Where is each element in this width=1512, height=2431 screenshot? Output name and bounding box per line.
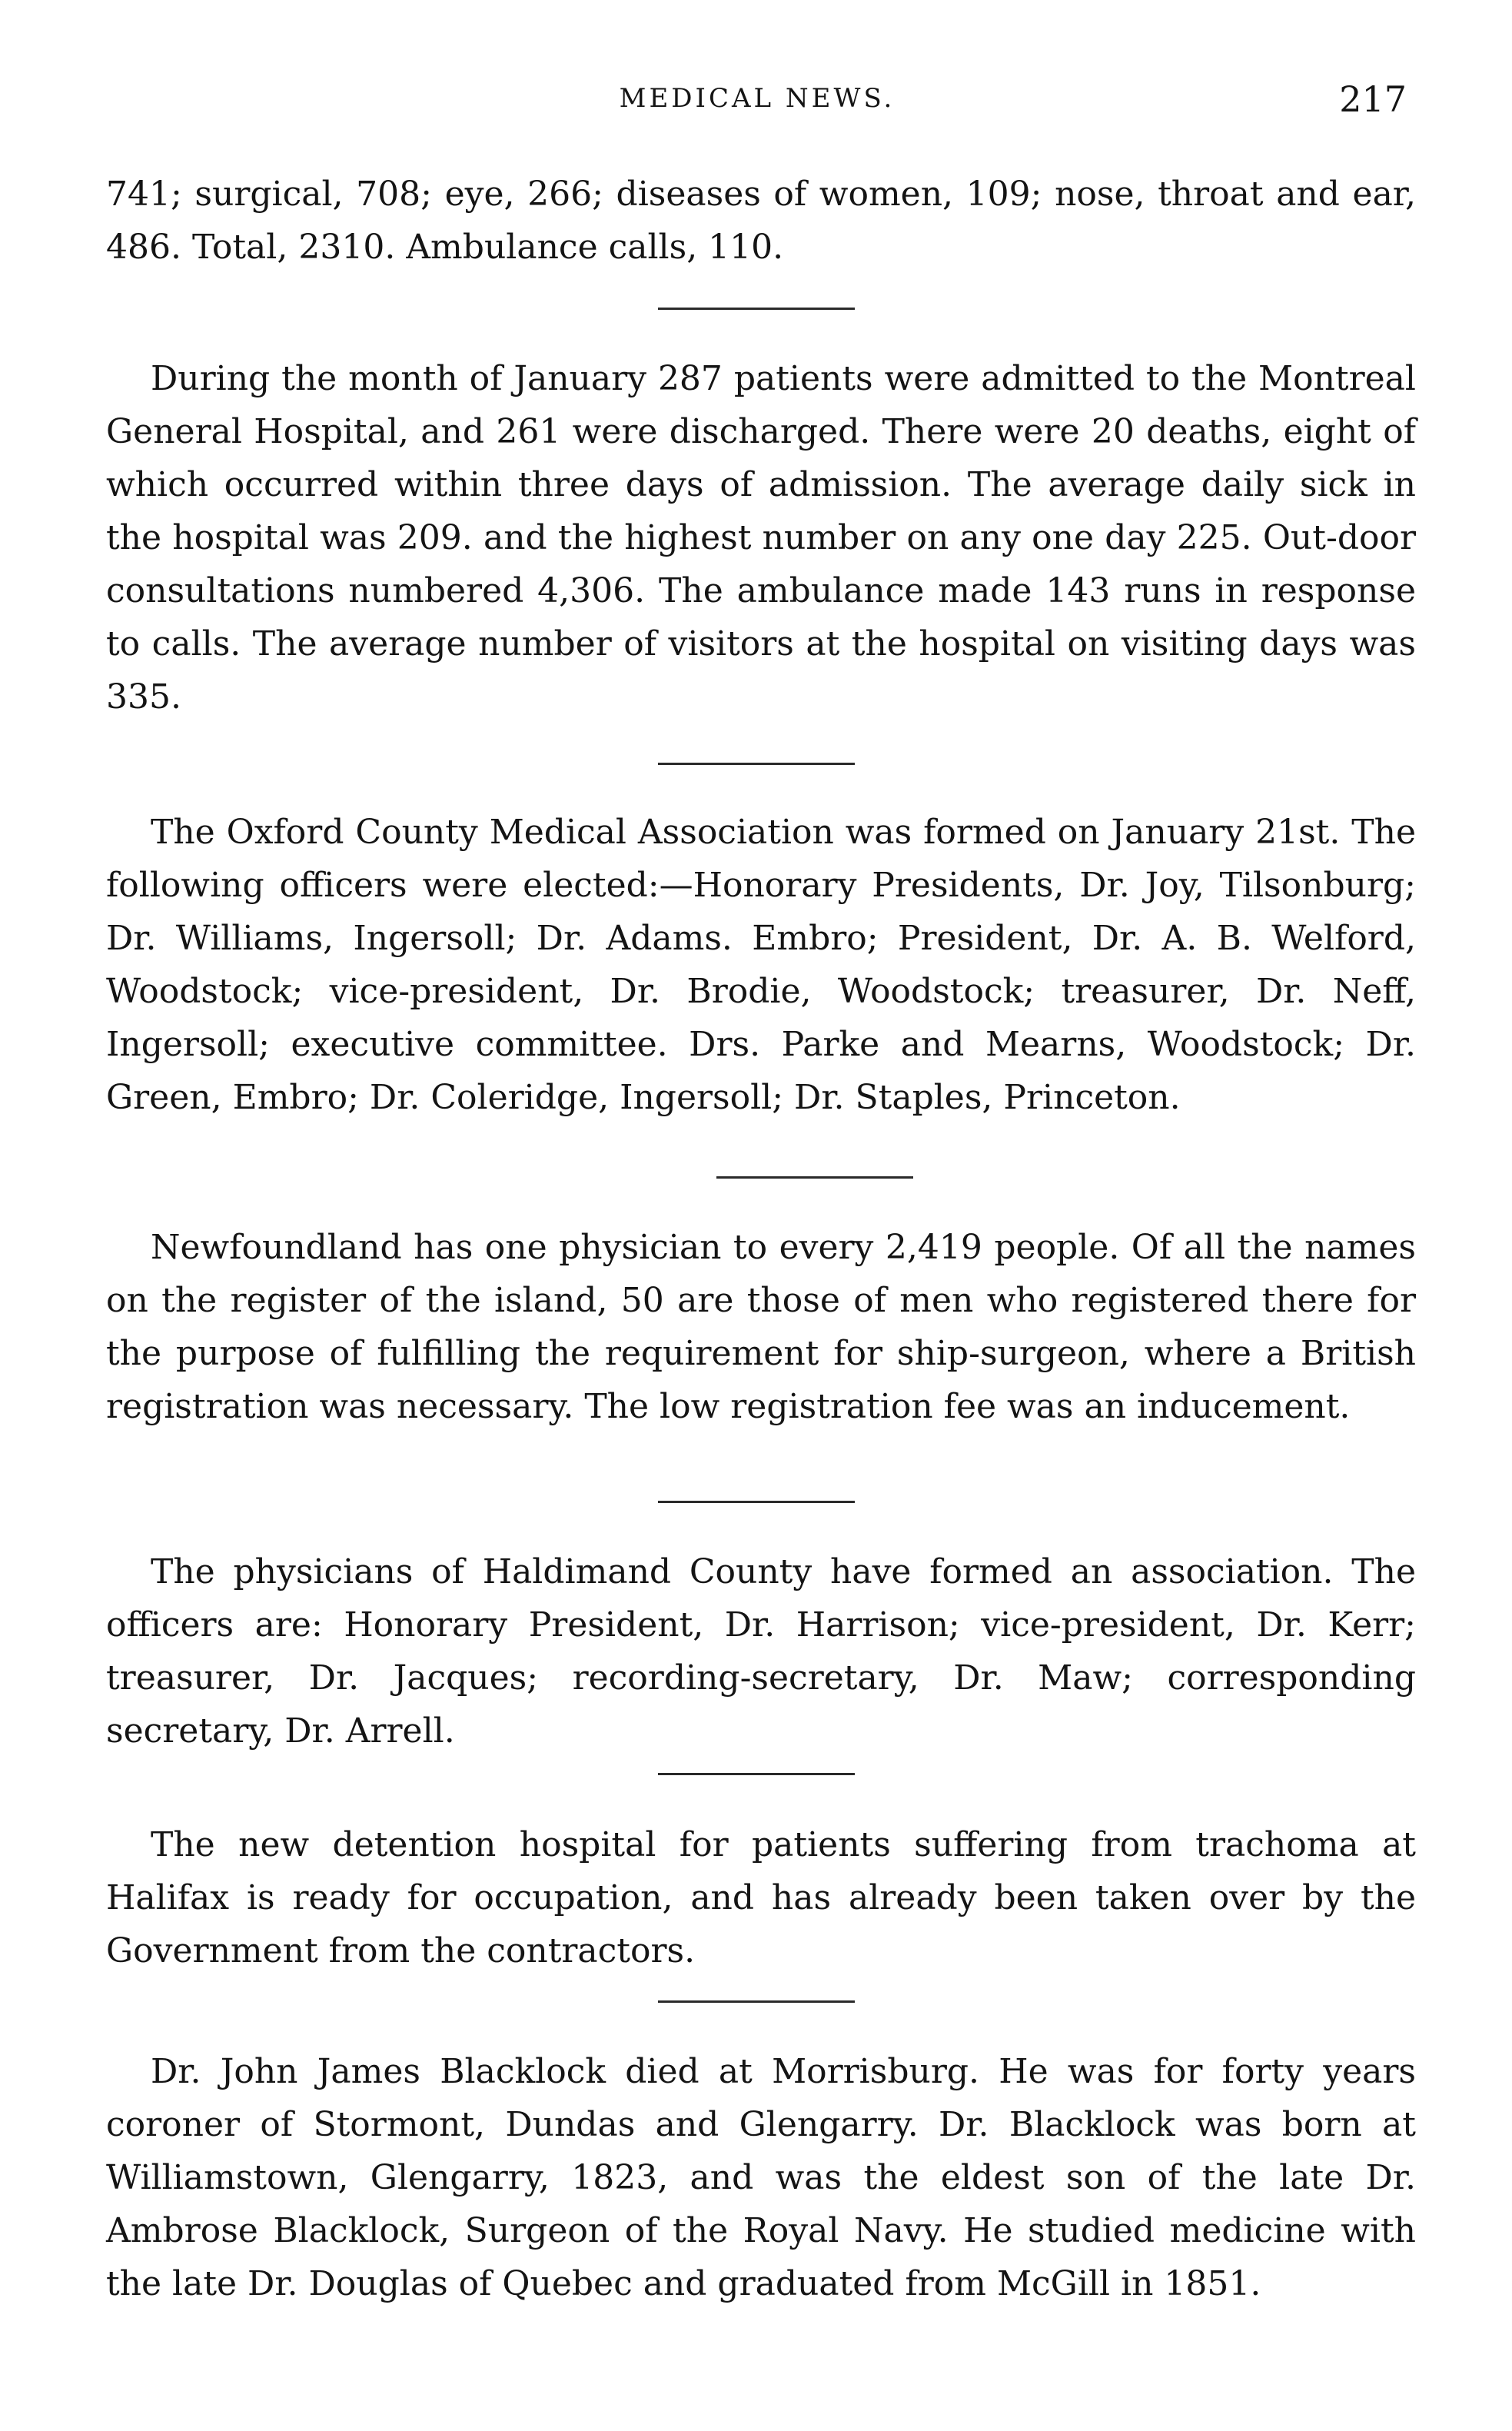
running-title: MEDICAL NEWS. [619,83,896,114]
paragraph: The physicians of Haldimand County have formed an association. The officers are: Honorary President, Dr. Harrison; vice-president, Dr. Kerr; treasurer, Dr. Jacques; recording-secretary, Dr. Maw; corresponding secretary, Dr. Arrell. [106,1552,1416,1751]
paragraph: During the month of January 287 patients were admitted to the Montreal General Hospital, and 261 were discharged. There were 20 deaths, eight of which occurred within three days of admission. The average daily sick in the hospital was 209. and the highest number on any one day 225. Out-door consultations numbered 4,306. The ambulance made 143 runs in response to calls. The average number of visitors at the hospital on visiting days was 335. [106,359,1416,717]
section-divider [658,308,855,310]
paragraph: The new detention hospital for patients suffering from trachoma at Halifax is ready for occupation, and has already been taken over by the Government from the contractors. [106,1825,1416,1970]
news-item-oxford-association [106,806,1416,1124]
page-header [108,78,1407,129]
section-divider [716,1176,913,1179]
paragraph: Newfoundland has one physician to every 2,419 people. Of all the names on the register of the island, 50 are those of men who registered there for the purpose of fulfilling the requirement for ship-surgeon, where a British registration was necessary. The low registration fee was an inducement. [106,1228,1416,1426]
section-divider [658,763,855,765]
news-item-haldimand [106,1545,1416,1758]
page-number: 217 [1339,78,1407,120]
paragraph: 741; surgical, 708; eye, 266; diseases of women, 109; nose, throat and ear, 486. Total, 2310. Ambulance calls, 110. [106,175,1416,267]
news-item-newfoundland [106,1221,1416,1433]
obituary-blacklock [106,2045,1416,2310]
section-divider [658,2000,855,2003]
paragraph: Dr. John James Blacklock died at Morrisburg. He was for forty years coroner of Stormont, Dundas and Glengarry. Dr. Blacklock was born at Williamstown, Glengarry, 1823, and was the eldest son of the late Dr. Ambrose Blacklock, Surgeon of the Royal Navy. He studied medicine with the late Dr. Douglas of Quebec and graduated from McGill in 1851. [106,2052,1416,2303]
news-item-montreal-hospital [106,352,1416,723]
section-divider [658,1501,855,1503]
paragraph: The Oxford County Medical Association was formed on January 21st. The following officers were elected:—Honorary Presidents, Dr. Joy, Tilsonburg; Dr. Williams, Ingersoll; Dr. Adams. Embro; President, Dr. A. B. Welford, Woodstock; vice-president, Dr. Brodie, Woodstock; treasurer, Dr. Neff, Ingersoll; executive committee. Drs. Parke and Mearns, Woodstock; Dr. Green, Embro; Dr. Coleridge, Ingersoll; Dr. Staples, Princeton. [106,813,1416,1117]
article-continuation [106,168,1416,274]
news-item-halifax-hospital [106,1818,1416,1977]
section-divider [658,1773,855,1775]
